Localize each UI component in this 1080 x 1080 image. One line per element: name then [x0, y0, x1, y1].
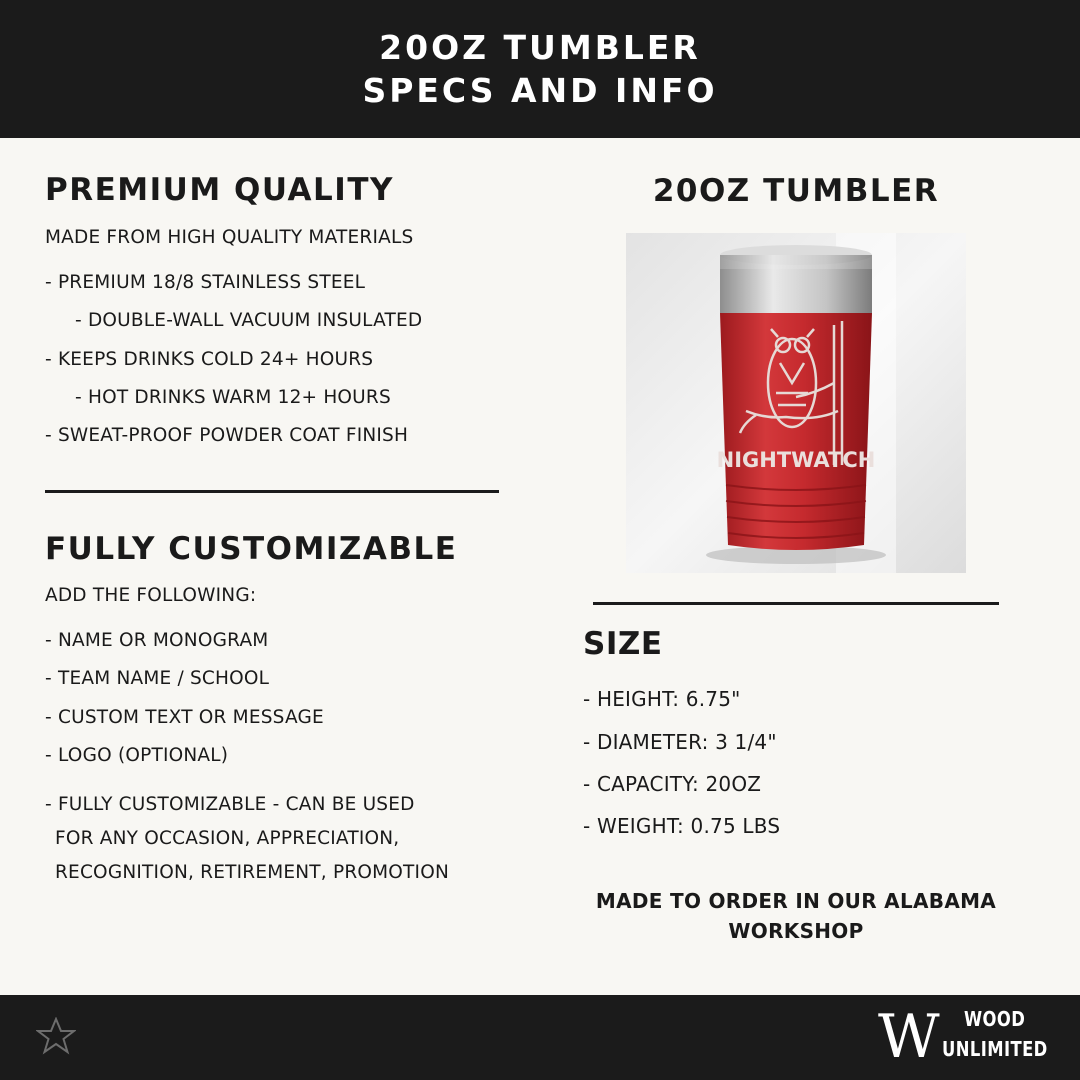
quality-item: - SWEAT-PROOF POWDER COAT FINISH — [45, 425, 409, 446]
custom-intro: ADD THE FOLLOWING: — [45, 585, 257, 606]
header-title-line2: SPECS AND INFO — [362, 71, 718, 110]
page-header — [0, 0, 1080, 138]
svg-text:W: W — [878, 1005, 940, 1067]
engraving-text: NIGHTWATCH — [716, 448, 876, 472]
size-item: - WEIGHT: 0.75 LBS — [583, 814, 781, 838]
custom-note-line: - FULLY CUSTOMIZABLE - CAN BE USED — [45, 794, 415, 815]
custom-note-line: RECOGNITION, RETIREMENT, PROMOTION — [55, 862, 450, 883]
tumbler-photo — [626, 233, 966, 573]
quality-intro: MADE FROM HIGH QUALITY MATERIALS — [45, 227, 414, 248]
brand-line1: WOOD — [964, 1007, 1026, 1031]
page-footer — [0, 995, 1080, 1080]
custom-item: - TEAM NAME / SCHOOL — [45, 668, 270, 689]
custom-item: - LOGO (OPTIONAL) — [45, 745, 229, 766]
section-divider — [593, 602, 999, 605]
wood-unlimited-logo — [876, 1005, 1056, 1069]
quality-item: - KEEPS DRINKS COLD 24+ HOURS — [45, 349, 374, 370]
section-divider — [45, 490, 499, 493]
steel-rim — [720, 269, 872, 313]
custom-note-line: FOR ANY OCCASION, APPRECIATION, — [55, 828, 400, 849]
custom-item: - CUSTOM TEXT OR MESSAGE — [45, 707, 324, 728]
product-title: 20OZ TUMBLER — [652, 173, 940, 209]
made-line: WORKSHOP — [728, 919, 864, 943]
made-line: MADE TO ORDER IN OUR ALABAMA — [595, 889, 997, 913]
size-item: - HEIGHT: 6.75" — [583, 687, 741, 711]
custom-item: - NAME OR MONOGRAM — [45, 630, 269, 651]
quality-item: - PREMIUM 18/8 STAINLESS STEEL — [45, 272, 366, 293]
quality-item: - HOT DRINKS WARM 12+ HOURS — [75, 387, 391, 408]
star-outline-icon — [36, 1017, 76, 1055]
w-monogram-icon — [876, 1005, 942, 1067]
fully-customizable-heading: FULLY CUSTOMIZABLE — [45, 531, 458, 567]
header-title-line1: 20OZ TUMBLER — [379, 28, 701, 67]
made-to-order-note — [586, 886, 1006, 946]
size-item: - DIAMETER: 3 1/4" — [583, 730, 777, 754]
brand-line2: UNLIMITED — [942, 1037, 1048, 1061]
size-item: - CAPACITY: 20OZ — [583, 772, 762, 796]
quality-item: - DOUBLE-WALL VACUUM INSULATED — [75, 310, 423, 331]
premium-quality-heading: PREMIUM QUALITY — [45, 172, 394, 208]
size-heading: SIZE — [583, 626, 663, 662]
